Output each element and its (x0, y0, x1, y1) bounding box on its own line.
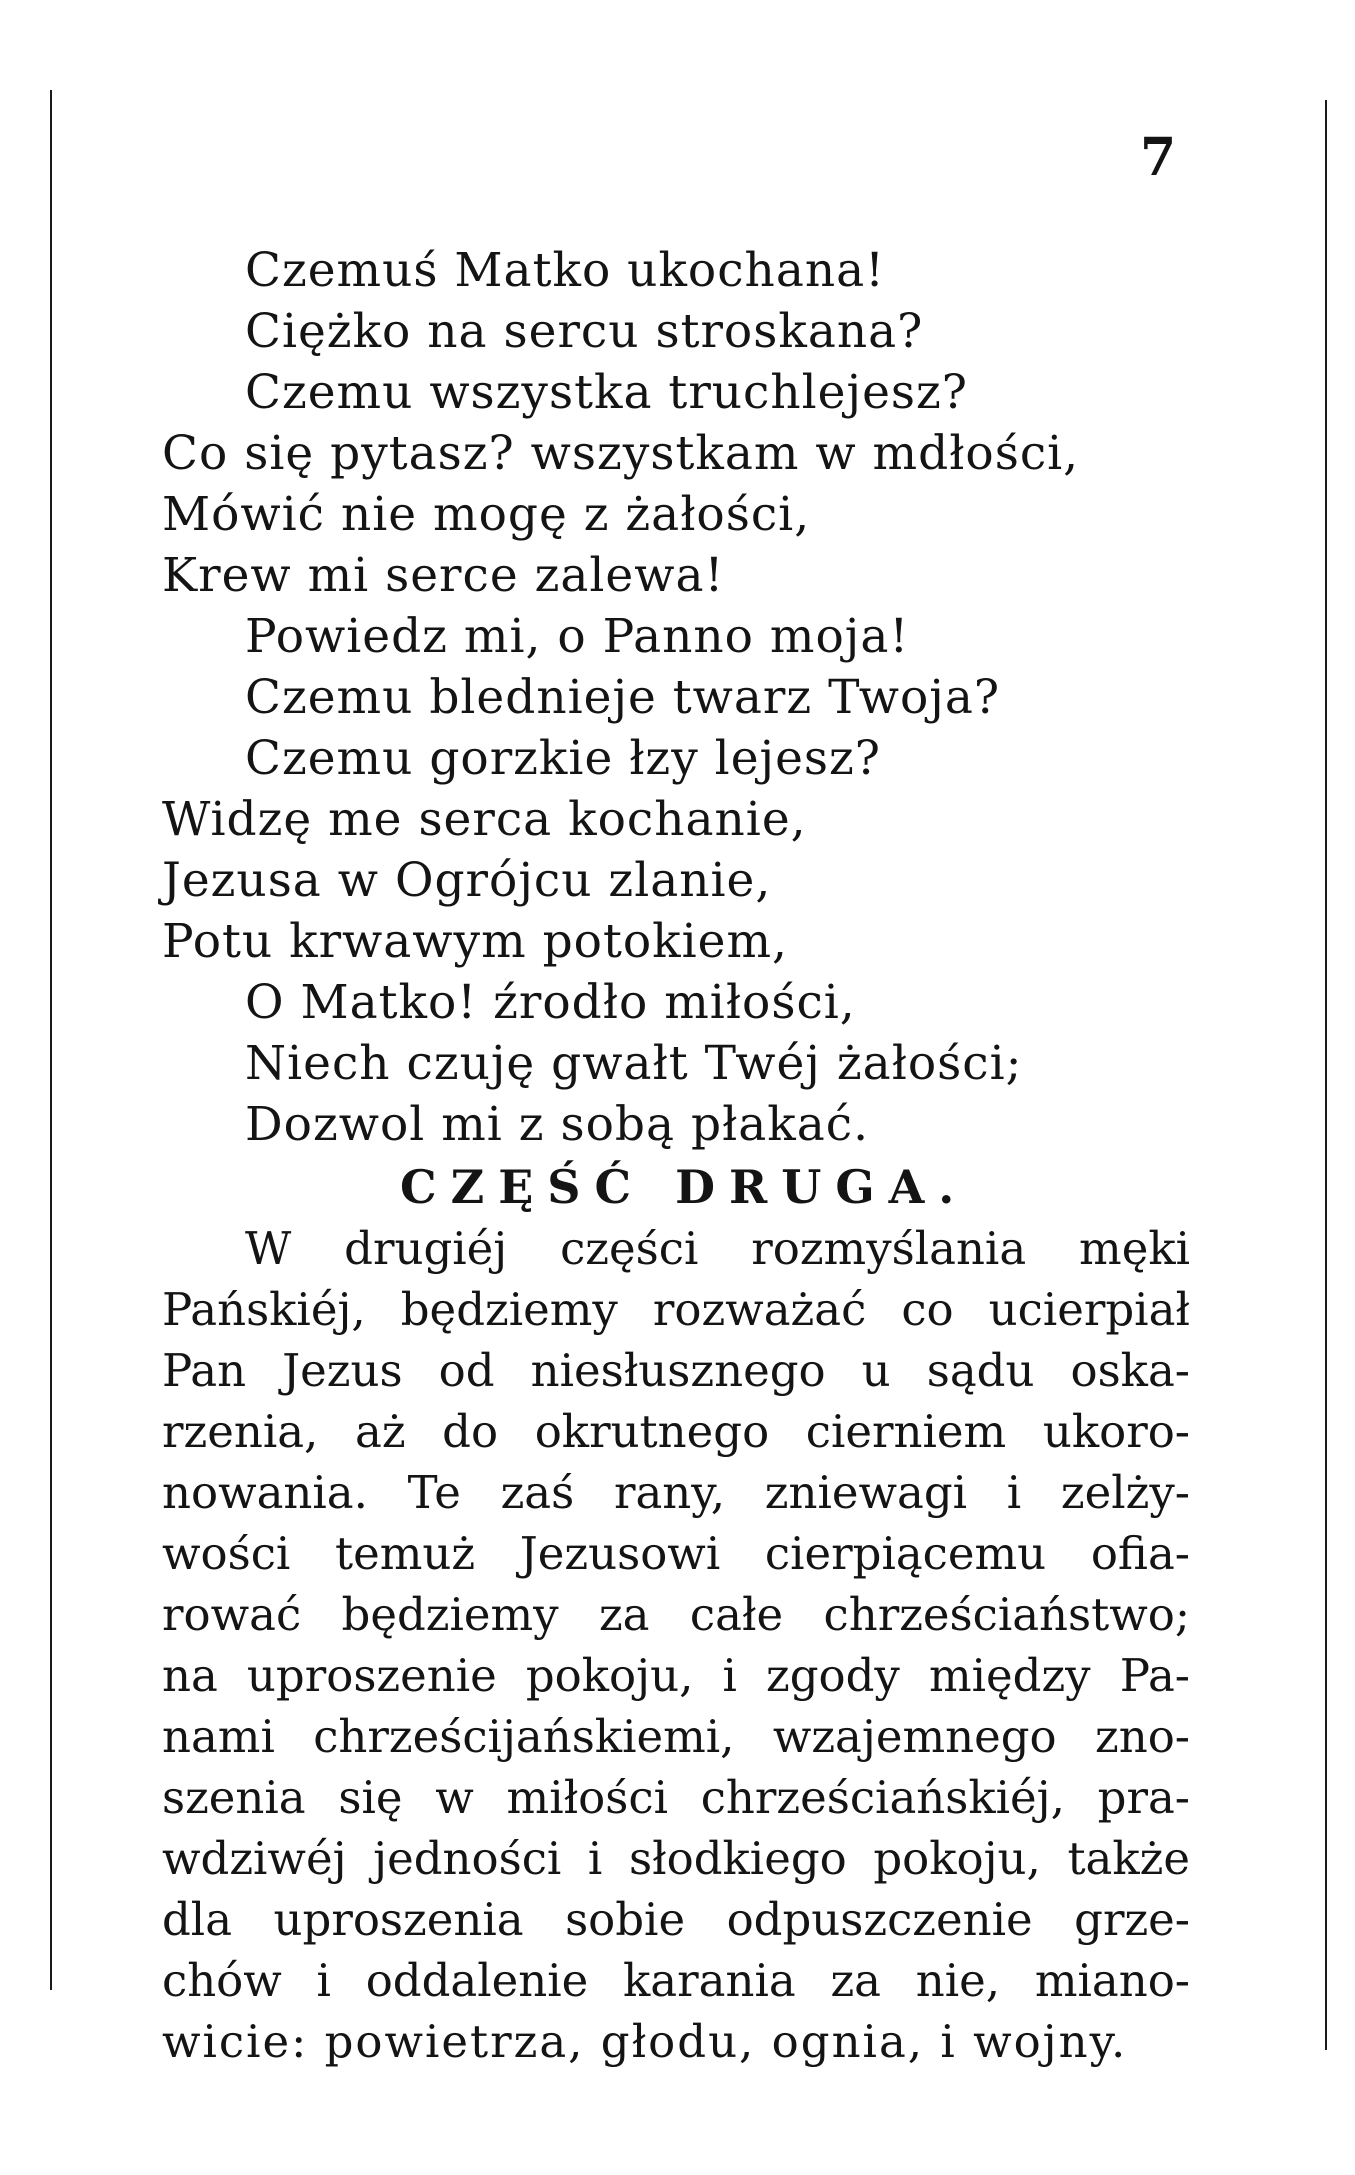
verse-line: Niech czuję gwałt Twéj żałości; (245, 1036, 1023, 1091)
verse-line: Dozwol mi z sobą płakać. (245, 1097, 870, 1152)
verse-line: Czemu blednieje twarz Twoja? (245, 670, 1001, 725)
body-line: W drugiéj części rozmyślania męki (245, 1222, 1190, 1275)
body-line: Pańskiéj, będziemy rozważać co ucierpiał (162, 1283, 1190, 1336)
body-line: szenia się w miłości chrześciańskiéj, pra- (162, 1771, 1190, 1824)
verse-line: Czemuś Matko ukochana! (245, 243, 886, 298)
verse-line: Potu krwawym potokiem, (162, 914, 789, 969)
body-line: wości temuż Jezusowi cierpiącemu ofia- (162, 1527, 1190, 1580)
body-line: Pan Jezus od niesłusznego u sądu oska- (162, 1344, 1190, 1397)
body-line: dla uproszenia sobie odpuszczenie grze- (162, 1893, 1190, 1946)
body-line: nowania. Te zaś rany, zniewagi i zelży- (162, 1466, 1190, 1519)
verse-line: Ciężko na sercu stroskana? (245, 304, 924, 359)
verse-line: Co się pytasz? wszystkam w mdłości, (162, 426, 1080, 481)
verse-line: Widzę me serca kochanie, (162, 792, 807, 847)
body-line: chów i oddalenie karania za nie, miano- (162, 1954, 1190, 2007)
page-edge-left (50, 90, 52, 1990)
verse-line: Powiedz mi, o Panno moja! (245, 609, 910, 664)
body-line: rzenia, aż do okrutnego cierniem ukoro- (162, 1405, 1190, 1458)
body-line: wicie: powietrza, głodu, ognia, i wojny. (162, 2015, 1128, 2068)
verse-line: O Matko! źrodło miłości, (245, 975, 856, 1030)
verse-line: Mówić nie mogę z żałości, (162, 487, 811, 542)
verse-line: Czemu wszystka truchlejesz? (245, 365, 968, 420)
verse-line: Jezusa w Ogrójcu zlanie, (162, 853, 772, 908)
body-line: na uproszenie pokoju, i zgody między Pa- (162, 1649, 1190, 1702)
body-line: wdziwéj jedności i słodkiego pokoju, także (162, 1832, 1190, 1885)
verse-block (162, 240, 1079, 1155)
body-line: rować będziemy za całe chrześciaństwo; (162, 1588, 1190, 1641)
verse-line: Krew mi serce zalewa! (162, 548, 725, 603)
body-line: nami chrześcijańskiemi, wzajemnego zno- (162, 1710, 1190, 1763)
page-number: 7 (1140, 127, 1177, 188)
section-heading: CZĘŚĆ DRUGA. (400, 1160, 969, 1214)
verse-line: Czemu gorzkie łzy lejesz? (245, 731, 881, 786)
section-body (162, 1218, 1190, 2072)
page-edge-right (1325, 100, 1327, 2050)
